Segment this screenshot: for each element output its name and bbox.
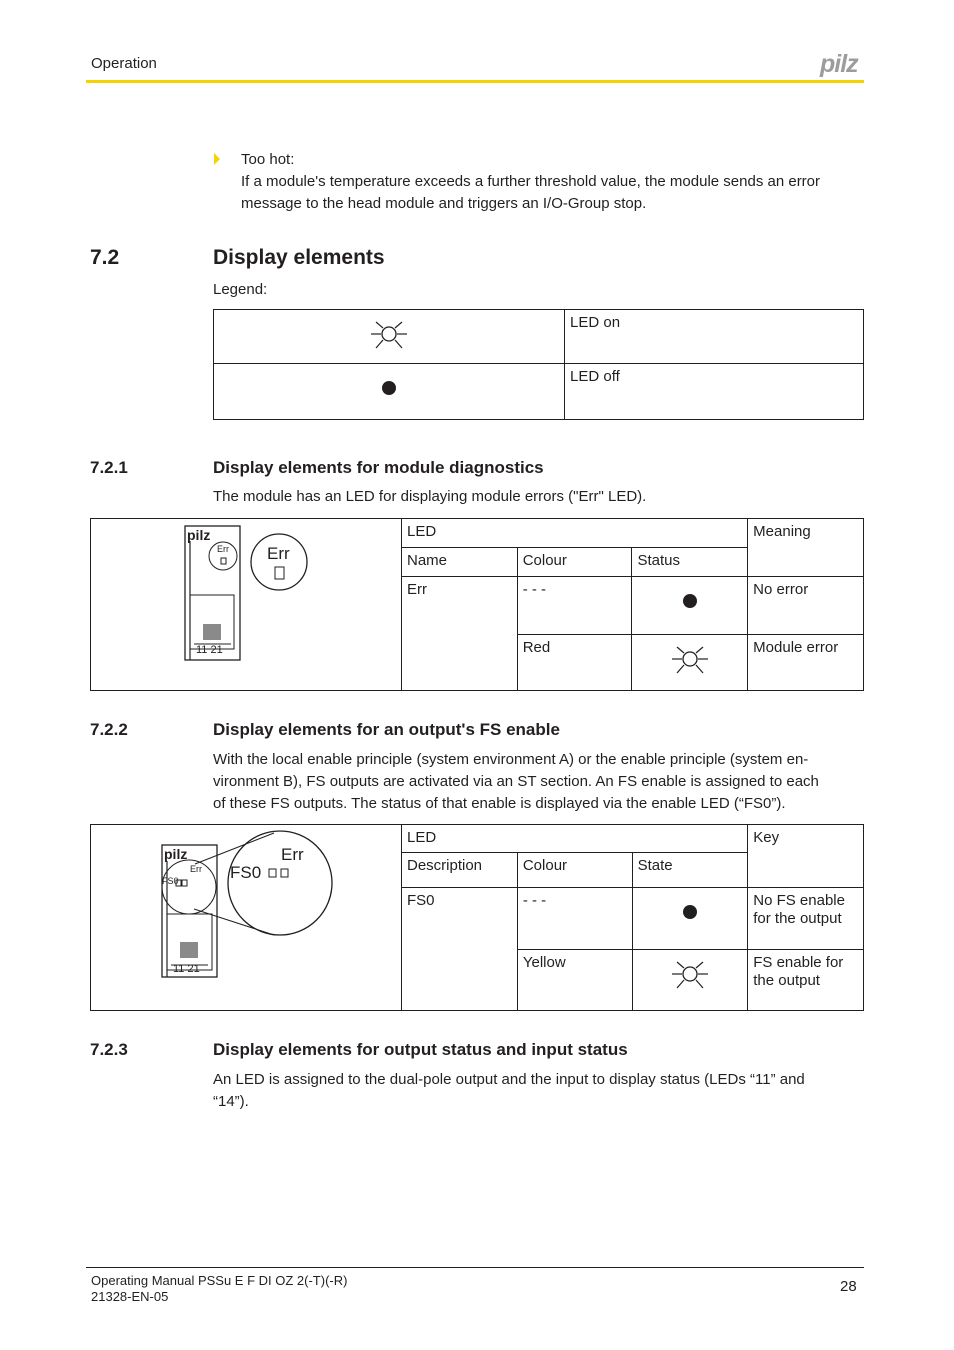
header-rule xyxy=(86,80,864,83)
key-line2: the output xyxy=(753,972,820,989)
status-header: Status xyxy=(632,548,748,577)
colour-header: Colour xyxy=(517,548,632,577)
subsection-text-line1: With the local enable principle (system environment A) or the enable principle (system en- xyxy=(213,751,809,768)
err-led-table xyxy=(90,518,864,691)
footer-document-info xyxy=(91,1273,347,1305)
legend-text-led-off: LED off xyxy=(565,364,864,420)
subsection-number: 7.2.3 xyxy=(90,1040,128,1059)
section-number: 7.2 xyxy=(90,246,120,269)
terminal-labels: 11 21 xyxy=(173,963,200,975)
page-number: 28 xyxy=(840,1278,857,1295)
legend-table xyxy=(213,309,864,420)
led-off-icon xyxy=(670,581,710,621)
pilz-logo: pilz xyxy=(187,527,211,543)
bullet-arrow-icon xyxy=(214,153,220,165)
subsection-number: 7.2.1 xyxy=(90,458,128,477)
state-header: State xyxy=(632,853,748,888)
meaning-cell: No error xyxy=(748,577,864,635)
fs0-led-label-small: FS0 xyxy=(162,876,179,886)
module-diagram-cell xyxy=(91,519,402,691)
subsection-text-line2: “14”). xyxy=(213,1093,249,1110)
err-led-label-zoom: Err xyxy=(281,845,304,864)
module-diagram xyxy=(91,519,400,689)
subsection-number: 7.2.2 xyxy=(90,720,128,739)
meaning-cell: Module error xyxy=(748,635,864,691)
fs0-led-label-zoom: FS0 xyxy=(230,863,262,882)
legend-text-led-on: LED on xyxy=(565,310,864,364)
key-header: Key xyxy=(748,825,864,888)
bullet-title: Too hot: xyxy=(241,151,295,168)
footer-rule xyxy=(86,1267,864,1268)
fs0-description-cell: FS0 xyxy=(401,888,517,1011)
colour-cell: Red xyxy=(517,635,632,691)
name-header: Name xyxy=(401,548,517,577)
subsection-title: Display elements for an output's FS enable xyxy=(213,720,560,739)
led-group-header: LED xyxy=(401,519,747,548)
subsection-intro: The module has an LED for displaying module errors ("Err" LED). xyxy=(213,488,647,505)
legend-icon-cell xyxy=(214,310,565,364)
subsection-title: Display elements for module diagnostics xyxy=(213,458,544,477)
err-led-label-zoom: Err xyxy=(267,544,290,563)
led-off-icon xyxy=(369,368,409,408)
key-line2: for the output xyxy=(753,910,842,927)
subsection-text-line2: vironment B), FS outputs are activated via an ST section. An FS enable is assigned to each xyxy=(213,773,819,790)
pilz-logo: pilz xyxy=(164,846,188,862)
subsection-text-line1: An LED is assigned to the dual-pole output and the input to display status (LEDs “11” and xyxy=(213,1071,805,1088)
bullet-text-line2: message to the head module and triggers an I/O-Group stop. xyxy=(241,195,647,212)
header-section-title: Operation xyxy=(91,55,157,72)
state-cell xyxy=(632,888,748,950)
subsection-text-line3: of these FS outputs. The status of that enable is displayed via the enable LED (“FS0”). xyxy=(213,795,786,812)
pilz-logo: pilz xyxy=(820,50,858,78)
err-led-label-small: Err xyxy=(217,544,229,554)
meaning-header: Meaning xyxy=(748,519,864,577)
colour-cell: Yellow xyxy=(517,950,632,1011)
err-led-label-small: Err xyxy=(190,864,202,874)
status-cell xyxy=(632,577,748,635)
colour-cell: - - - xyxy=(517,888,632,950)
subsection-title: Display elements for output status and input status xyxy=(213,1040,628,1059)
section-title: Display elements xyxy=(213,246,385,269)
fs0-led-table xyxy=(90,824,864,1011)
colour-header: Colour xyxy=(517,853,632,888)
led-on-icon xyxy=(670,639,710,679)
key-line1: FS enable for xyxy=(753,954,844,971)
key-line1: No FS enable xyxy=(753,892,845,909)
key-cell xyxy=(748,888,864,950)
bullet-text-line1: If a module's temperature exceeds a further threshold value, the module sends an error xyxy=(241,173,821,190)
status-cell xyxy=(632,635,748,691)
footer-doc-number: 21328-EN-05 xyxy=(91,1289,169,1304)
footer-manual-title: Operating Manual PSSu E F DI OZ 2(-T)(-R) xyxy=(91,1273,348,1288)
state-cell xyxy=(632,950,748,1011)
module-diagram-cell xyxy=(91,825,402,1011)
colour-cell: - - - xyxy=(517,577,632,635)
led-on-icon xyxy=(369,314,409,354)
key-cell xyxy=(748,950,864,1011)
module-diagram xyxy=(91,825,400,1009)
led-off-icon xyxy=(670,892,710,932)
terminal-labels: 11 21 xyxy=(196,644,223,656)
led-group-header: LED xyxy=(401,825,747,853)
legend-icon-cell xyxy=(214,364,565,420)
led-on-icon xyxy=(670,954,710,994)
description-header: Description xyxy=(401,853,517,888)
err-name-cell: Err xyxy=(401,577,517,691)
legend-label: Legend: xyxy=(213,281,268,298)
